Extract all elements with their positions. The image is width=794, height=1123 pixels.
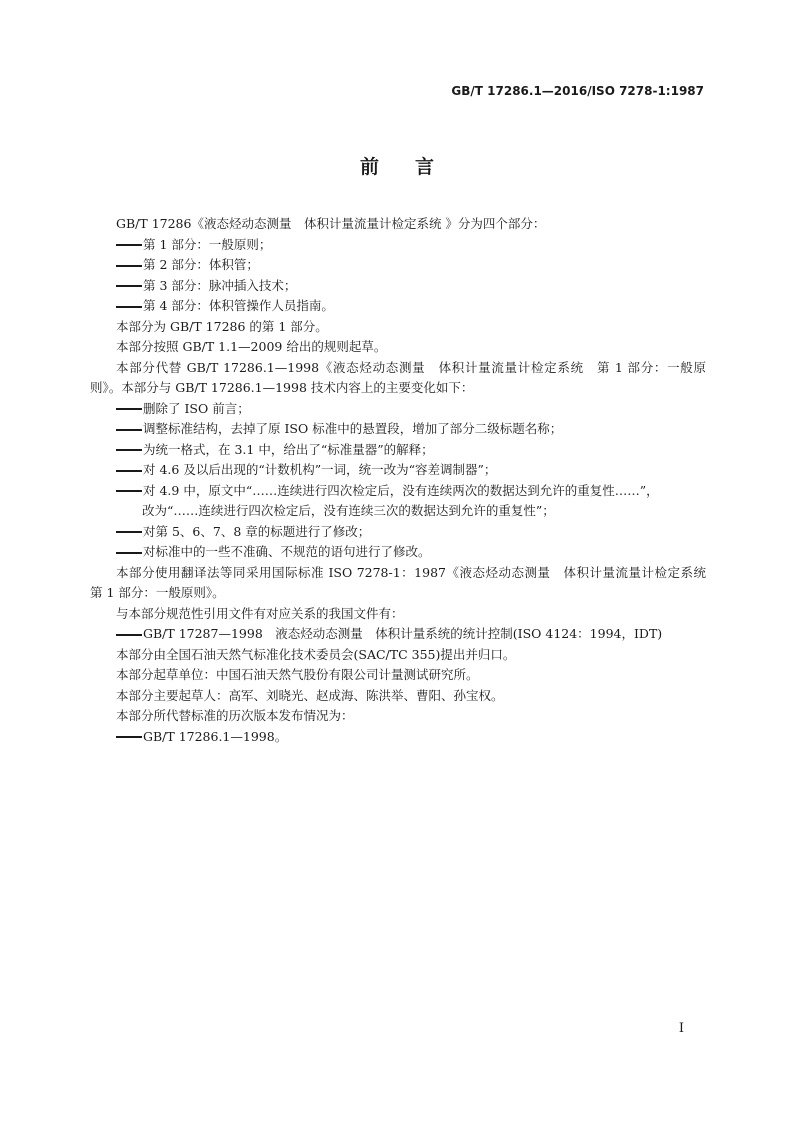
list-item xyxy=(90,419,706,440)
list-item xyxy=(90,276,706,297)
em-dash-marker xyxy=(116,285,142,287)
list-item xyxy=(90,522,706,543)
list-item xyxy=(90,235,706,256)
em-dash-marker xyxy=(116,552,142,554)
page-title xyxy=(0,152,794,179)
list-item xyxy=(90,460,706,481)
standard-number-header: GB/T 17286.1—2016/ISO 7278-1:1987 xyxy=(451,84,704,98)
paragraph xyxy=(90,358,706,399)
list-item xyxy=(90,624,706,645)
em-dash-marker xyxy=(116,634,142,636)
em-dash-marker xyxy=(116,408,142,410)
list-item xyxy=(90,727,706,748)
list-item xyxy=(90,440,706,461)
paragraph-text: 本部分所代替标准的历次版本发布情况为： xyxy=(116,708,354,723)
paragraph-text: 第 2 部分：体积管； xyxy=(143,257,259,272)
list-item xyxy=(90,542,706,563)
paragraph xyxy=(90,665,706,686)
paragraph-text: 本部分使用翻译法等同采用国际标准 ISO 7278-1：1987《液态烃动态测量 体积计量流量计检定系统 第 1 部分：一般原则》。 xyxy=(90,564,719,600)
paragraph xyxy=(90,563,719,604)
paragraph xyxy=(90,317,706,338)
list-item xyxy=(90,255,706,276)
page-number: I xyxy=(678,1021,684,1036)
paragraph xyxy=(90,645,706,666)
paragraph-text: GB/T 17287—1998 液态烃动态测量 体积计量系统的统计控制(ISO 4124：1994，IDT) xyxy=(143,626,663,641)
paragraph-text: GB/T 17286《液态烃动态测量 体积计量流量计检定系统 》分为四个部分： xyxy=(116,216,546,231)
em-dash-marker xyxy=(116,470,142,472)
paragraph-text: 本部分为 GB/T 17286 的第 1 部分。 xyxy=(116,318,328,334)
em-dash-marker xyxy=(116,306,142,308)
page-title-part-1: 前 xyxy=(359,156,379,178)
paragraph xyxy=(90,686,706,707)
paragraph-text: 对 4.9 中，原文中“……连续进行四次检定后，没有连续两次的数据达到允许的重复性……”， xyxy=(143,482,659,498)
em-dash-marker xyxy=(116,531,142,533)
paragraph xyxy=(90,337,706,358)
list-item xyxy=(90,296,706,317)
page-title-part-2: 言 xyxy=(415,156,435,178)
foreword-body xyxy=(90,214,719,747)
paragraph xyxy=(90,604,706,625)
paragraph-text: 调整标准结构，去掉了原 ISO 标准中的悬置段，增加了部分二级标题名称； xyxy=(143,421,563,436)
list-item xyxy=(90,399,706,420)
em-dash-marker xyxy=(116,265,142,267)
em-dash-marker xyxy=(116,736,142,738)
paragraph-text: 第 1 部分：一般原则； xyxy=(143,236,272,252)
paragraph xyxy=(90,706,706,727)
paragraph-text: 第 4 部分：体积管操作人员指南。 xyxy=(143,298,334,313)
em-dash-marker xyxy=(116,490,142,492)
paragraph xyxy=(90,501,706,522)
paragraph-text: 本部分由全国石油天然气标准化技术委员会(SAC/TC 355)提出并归口。 xyxy=(116,646,516,662)
em-dash-marker xyxy=(116,449,142,451)
paragraph-text: 与本部分规范性引用文件有对应关系的我国文件有： xyxy=(116,605,404,621)
paragraph-text: 本部分代替 GB/T 17286.1—1998《液态烃动态测量 体积计量流量计检定系统 第 1 部分：一般原则》。本部分与 GB/T 17286.1—1998 技术内容上的主要变化如下： xyxy=(90,359,706,395)
paragraph-text: 为统一格式，在 3.1 中，给出了“标准量器”的解释； xyxy=(143,441,434,457)
list-item xyxy=(90,481,706,502)
paragraph-text: 对 4.6 及以后出现的“计数机构”一词，统一改为“容差调制器”； xyxy=(143,462,497,477)
paragraph-text: 对标准中的一些不准确、不规范的语句进行了修改。 xyxy=(143,544,431,559)
paragraph-text: 删除了 ISO 前言； xyxy=(143,400,250,416)
paragraph xyxy=(90,214,706,235)
paragraph-text: 改为“……连续进行四次检定后，没有连续三次的数据达到允许的重复性”； xyxy=(142,503,555,518)
paragraph-text: 对第 5、6、7、8 章的标题进行了修改； xyxy=(143,523,371,539)
paragraph-text: 本部分按照 GB/T 1.1—2009 给出的规则起草。 xyxy=(116,339,387,354)
paragraph-text: 本部分起草单位：中国石油天然气股份有限公司计量测试研究所。 xyxy=(116,667,479,682)
em-dash-marker xyxy=(116,244,142,246)
paragraph-text: 第 3 部分：脉冲插入技术； xyxy=(143,277,297,293)
paragraph-text: GB/T 17286.1—1998。 xyxy=(143,728,288,744)
paragraph-text: 本部分主要起草人：高军、刘晓光、赵成海、陈洪举、曹阳、孙宝权。 xyxy=(116,687,504,703)
em-dash-marker xyxy=(116,429,142,431)
